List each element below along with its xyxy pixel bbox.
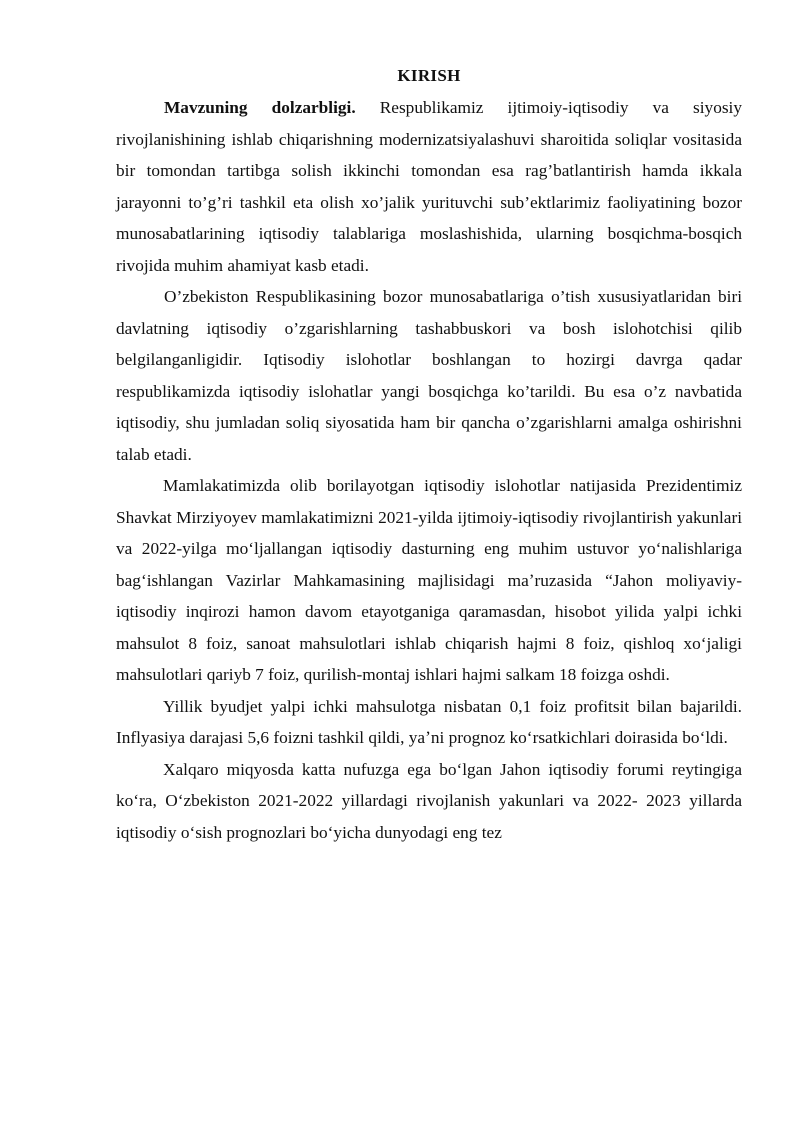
paragraph-reforms: Mamlakatimizda olib borilayotgan iqtisodiy islohotlar natijasida Prezidentimiz Shavkat Mirziyoyev mamlakatimizni 2021-yilda ijtimoiy-iqtisodiy rivojlantirish yakunlari va 2022-yilga moʻljallangan iqtisodiy dasturning eng muhim ustuvor yoʻnalishlariga bagʻishlangan Vazirlar Mahkamasining majlisidagi maʼruzasida “Jahon moliyaviy-iqtisodiy inqirozi hamon davom etayotganiga qaramasdan, hisobot yilida yalpi ichki mahsulot 8 foiz, sanoat mahsulotlari ishlab chiqarish hajmi 8 foiz, qishloq xoʻjaligi mahsulotlari qariyb 7 foiz, qurilish-montaj ishlari hajmi salkam 18 foizga oshdi.: [116, 476, 742, 684]
paragraph-text: Respublikamiz ijtimoiy-iqtisodiy va siyosiy rivojlanishining ishlab chiqarishning modernizatsiyalashuvi sharoitida soliqlar vositasida bir tomondan tartibga solish ikkinchi tomondan esa rag’batlantirish hamda ikkala jarayonni to’g’ri tashkil eta olish xo’jalik yurituvchi sub’ektlarimiz faoliyatining bozor munosabatlarining iqtisodiy talablariga moslashishida, ularning bosqichma-bosqich rivojida muhim ahamiyat kasb etadi.: [116, 98, 742, 275]
paragraph-forum: Xalqaro miqyosda katta nufuzga ega boʻlgan Jahon iqtisodiy forumi reytingiga koʻra, Oʻzbekiston 2021-2022 yillardagi rivojlanish yakunlari va 2022- 2023 yillarda iqtisodiy oʻsish prognozlari boʻyicha dunyodagi eng tez: [116, 759, 742, 842]
paragraph-lead: Mavzuning dolzarbligi.: [164, 98, 356, 117]
paragraph-budget: Yillik byudjet yalpi ichki mahsulotga nisbatan 0,1 foiz profitsit bilan bajarildi. Inflyasiya darajasi 5,6 foizni tashkil qildi, yaʼni prognoz koʻrsatkichlari doirasida boʻldi.: [116, 696, 742, 747]
paragraph-relevance: [116, 92, 742, 281]
page-title: KIRISH: [397, 66, 461, 85]
document-body: [116, 92, 742, 848]
paragraph-transition: O’zbekiston Respublikasining bozor munosabatlariga o’tish xususiyatlaridan biri davlatning iqtisodiy o’zgarishlarning tashabbuskori va bosh islohotchisi qilib belgilanganligidir. Iqtisodiy islohotlar boshlangan to hozirgi davrga qadar respublikamizda iqtisodiy islohatlar yangi bosqichga ko’tarildi. Bu esa o’z navbatida iqtisodiy, shu jumladan soliq siyosatida ham bir qancha o’zgarishlarni amalga oshirishni talab etadi.: [116, 287, 742, 464]
